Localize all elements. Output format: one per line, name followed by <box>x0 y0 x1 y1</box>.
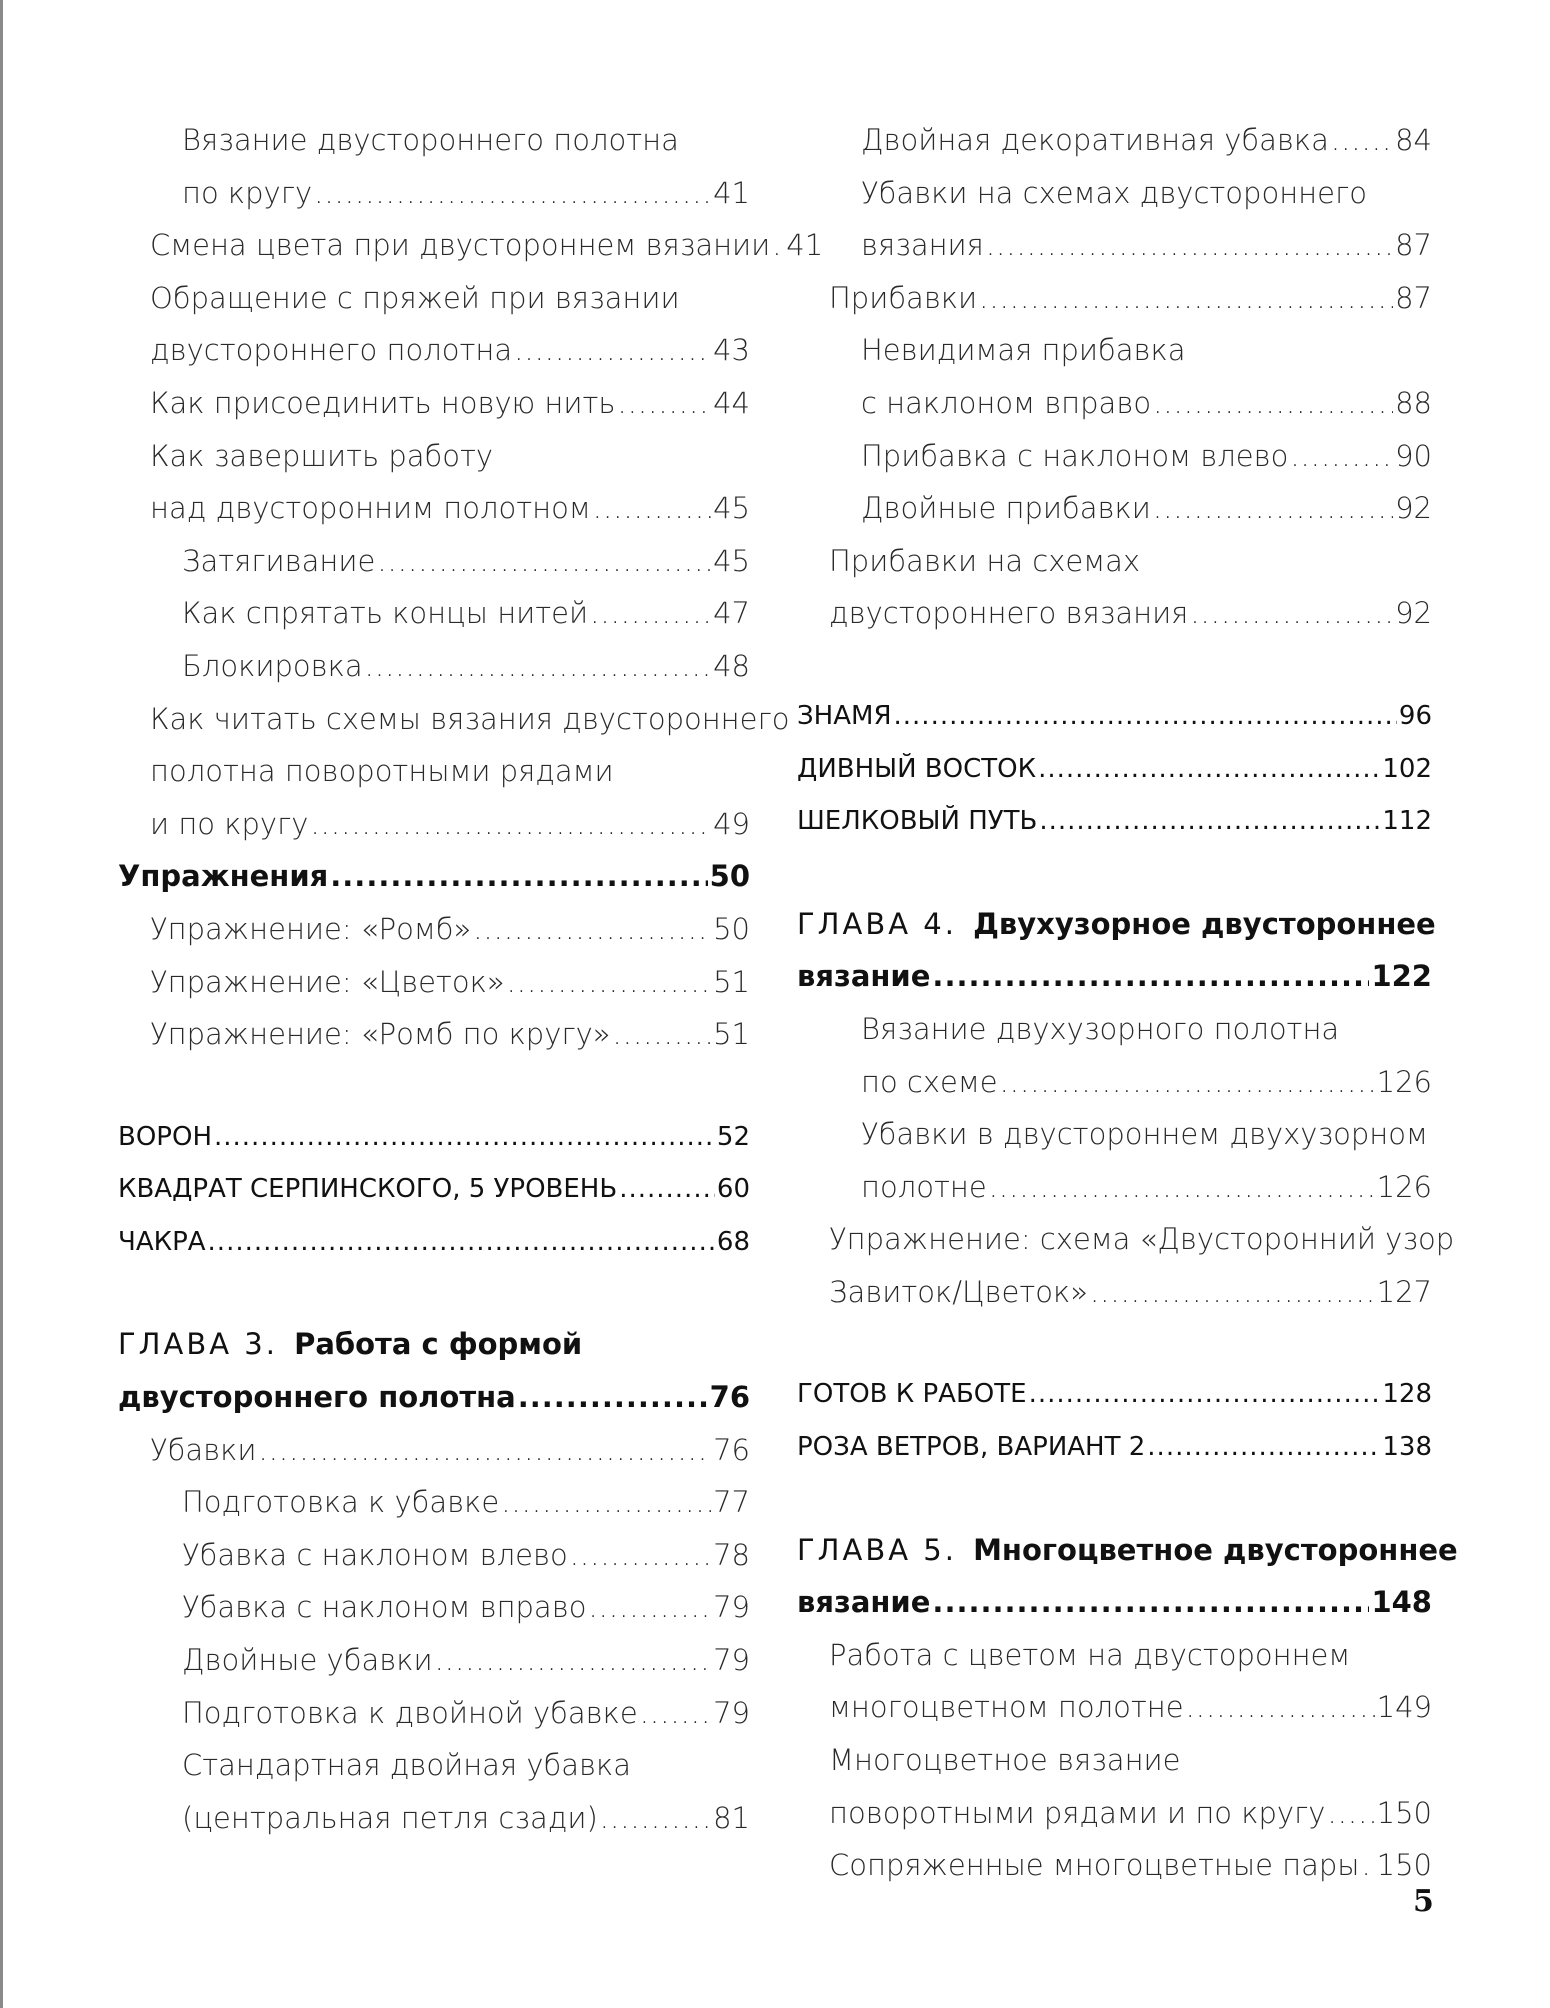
toc-entry-title: ЧАКРА <box>118 1226 206 1257</box>
dot-leader <box>989 1161 1375 1214</box>
toc-entry-page: 79 <box>713 1590 750 1625</box>
toc-entry[interactable] <box>797 1839 1432 1892</box>
toc-section-exercises <box>118 850 750 903</box>
toc-entry-title: Убавка с наклоном вправо <box>182 1590 587 1625</box>
toc-entry-page: 76 <box>709 1380 750 1415</box>
toc-entry-page: 112 <box>1382 806 1432 837</box>
toc-entry-title: вязание <box>797 959 931 994</box>
toc-entry-page: 51 <box>713 964 750 999</box>
toc-entry-text: Упражнение: схема «Двусторонний узор <box>829 1222 1455 1257</box>
toc-entry-title: Упражнение: «Цветок» <box>150 964 505 999</box>
toc-entry-title: Завиток/Цветок» <box>829 1274 1088 1309</box>
toc-project-list <box>797 1368 1432 1473</box>
toc-entry-page: 149 <box>1376 1690 1432 1725</box>
toc-entry-text: Невидимая прибавка <box>861 333 1186 368</box>
dot-leader <box>1361 1839 1374 1892</box>
toc-entry[interactable] <box>118 587 750 640</box>
toc-entry[interactable] <box>797 482 1432 535</box>
toc-entry-page: 79 <box>713 1695 750 1730</box>
toc-entry-text: Работа с цветом на двустороннем <box>829 1637 1351 1672</box>
toc-entry-title: многоцветном полотне <box>829 1690 1184 1725</box>
dot-leader <box>1153 377 1393 430</box>
dot-leader <box>640 1687 711 1740</box>
toc-entry-title: РОЗА ВЕТРОВ, ВАРИАНТ 2 <box>797 1432 1146 1463</box>
dot-leader <box>501 1476 711 1529</box>
toc-chapter-4-items <box>797 1003 1455 1319</box>
toc-entry[interactable] <box>118 1687 750 1740</box>
dot-leader <box>1000 1056 1375 1109</box>
dot-leader <box>1331 114 1393 167</box>
toc-entry-title: с наклоном вправо <box>861 385 1152 420</box>
toc-entry-title: Упражнение: «Ромб» <box>150 911 472 946</box>
dot-leader <box>1038 743 1380 796</box>
toc-entry-text: Как завершить работу <box>150 438 494 473</box>
toc-entry-page: 92 <box>1395 596 1432 631</box>
chapter-label: ГЛАВА 3. <box>118 1327 278 1362</box>
toc-entry[interactable] <box>118 903 750 956</box>
toc-entry[interactable] <box>118 377 750 430</box>
toc-entry-title: Двойная декоративная убавка <box>861 123 1329 157</box>
toc-entry-title: Двойные убавки <box>182 1643 433 1678</box>
toc-project-entry[interactable] <box>797 690 1432 743</box>
toc-entry-title: по кругу <box>182 175 313 210</box>
dot-leader <box>593 482 711 535</box>
toc-entry-page: 47 <box>713 596 750 631</box>
toc-entry-title: Как спрятать концы нитей <box>182 596 589 631</box>
toc-chapter-entry[interactable] <box>118 1371 750 1424</box>
toc-entry-title: Как присоединить новую нить <box>150 385 616 420</box>
page-edge <box>0 0 3 2008</box>
dot-leader <box>1190 587 1393 640</box>
toc-column-right <box>797 114 1458 1892</box>
toc-entry-title: двустороннего полотна <box>118 1380 516 1415</box>
dot-leader <box>986 219 1393 272</box>
toc-entry-page: 90 <box>1395 438 1432 473</box>
toc-entry-title: по схеме <box>861 1064 998 1099</box>
toc-entry-title: поворотными рядами и по кругу <box>829 1795 1326 1830</box>
toc-entry-page: 60 <box>716 1174 750 1205</box>
toc-entry-page: 102 <box>1382 753 1432 784</box>
toc-entry[interactable] <box>118 482 750 535</box>
toc-entry[interactable] <box>118 798 750 851</box>
dot-leader <box>208 1216 715 1269</box>
dot-leader <box>330 850 707 903</box>
toc-entry-title: Подготовка к двойной убавке <box>182 1695 638 1730</box>
toc-entry-page: 87 <box>1395 280 1432 315</box>
dot-leader <box>1290 430 1393 483</box>
toc-entry-page: 45 <box>713 491 750 526</box>
toc-entry[interactable] <box>118 1529 750 1582</box>
toc-entry-title: Затягивание <box>182 543 376 578</box>
toc-entry-page: 150 <box>1376 1795 1432 1830</box>
toc-project-list <box>118 1111 750 1269</box>
toc-chapter-5 <box>797 1524 1458 1629</box>
toc-entry-page: 77 <box>713 1485 750 1520</box>
toc-entry[interactable] <box>797 377 1432 430</box>
toc-entry-page: 51 <box>713 1017 750 1052</box>
toc-entry-title: вязания <box>861 228 984 263</box>
chapter-label: ГЛАВА 5. <box>797 1532 957 1567</box>
toc-chapter-3-items <box>118 1424 750 1845</box>
toc-entry-title: Двойные прибавки <box>861 491 1151 526</box>
toc-entry[interactable] <box>118 1792 750 1845</box>
toc-entry[interactable] <box>797 1161 1432 1214</box>
chapter-title: Многоцветное двустороннее <box>973 1532 1458 1567</box>
toc-column-left <box>118 114 824 1844</box>
dot-leader <box>618 377 712 430</box>
dot-leader <box>518 1371 708 1424</box>
toc-entry-title: двустороннего вязания <box>829 596 1189 631</box>
toc-entry-text: Многоцветное вязание <box>829 1743 1181 1778</box>
toc-entry-page: 92 <box>1395 491 1432 526</box>
dot-leader <box>619 1163 715 1216</box>
toc-project-entry[interactable] <box>118 1216 750 1269</box>
toc-entry-text: Вязание двустороннего полотна <box>182 123 679 157</box>
toc-entry-page: 148 <box>1371 1585 1432 1620</box>
toc-entry-page: 50 <box>713 911 750 946</box>
dot-leader <box>1153 482 1393 535</box>
toc-entry-text: Убавки в двустороннем двухузорном <box>861 1117 1428 1152</box>
toc-entry-page: 43 <box>713 333 750 368</box>
toc-entry-title: Упражнение: «Ромб по кругу» <box>150 1017 611 1052</box>
toc-entry-page: 81 <box>713 1800 750 1835</box>
toc-entry-page: 150 <box>1376 1848 1432 1883</box>
toc-entry-text: Как читать схемы вязания двустороннего <box>150 701 790 736</box>
toc-project-entry[interactable] <box>797 795 1432 848</box>
toc-entry-page: 41 <box>713 175 750 210</box>
toc-entry[interactable] <box>118 1581 750 1634</box>
toc-entry[interactable] <box>797 1056 1432 1109</box>
toc-entry-page: 88 <box>1395 385 1432 420</box>
toc-entry-page: 68 <box>716 1226 750 1257</box>
toc-entry[interactable] <box>118 219 824 272</box>
dot-leader <box>1039 795 1380 848</box>
toc-entry-page: 50 <box>709 859 750 894</box>
toc-entry-page: 44 <box>713 385 750 420</box>
dot-leader <box>590 587 711 640</box>
dot-leader <box>514 324 711 377</box>
toc-entry[interactable] <box>118 1008 750 1061</box>
toc-entry[interactable] <box>797 430 1432 483</box>
toc-entry[interactable] <box>118 956 750 1009</box>
toc-entry-text: Вязание двухузорного полотна <box>861 1011 1340 1046</box>
toc-project-entry[interactable] <box>797 743 1432 796</box>
toc-entry-page: 87 <box>1395 228 1432 263</box>
dot-leader <box>377 535 711 588</box>
toc-entry-page: 128 <box>1382 1379 1432 1410</box>
page-number: 5 <box>1413 1884 1434 1919</box>
toc-project-entry[interactable] <box>118 1111 750 1164</box>
toc-entry-title: ДИВНЫЙ ВОСТОК <box>797 753 1037 784</box>
dot-leader <box>507 956 712 1009</box>
toc-entry-page: 48 <box>713 648 750 683</box>
chapter-heading <box>118 1318 750 1371</box>
toc-exercise-list <box>118 903 750 1061</box>
dot-leader <box>259 1424 712 1477</box>
dot-leader <box>1147 1421 1380 1474</box>
dot-leader <box>772 219 784 272</box>
dot-leader <box>365 640 711 693</box>
toc-entry[interactable] <box>118 1634 750 1687</box>
toc-entry-page: 96 <box>1398 700 1432 731</box>
toc-chapter-entry[interactable] <box>797 1576 1432 1629</box>
dot-leader <box>600 1792 711 1845</box>
toc-entry-title: двустороннего полотна <box>150 333 513 368</box>
toc-block-right-1 <box>797 114 1432 640</box>
dot-leader <box>310 798 711 851</box>
toc-block-1 <box>118 114 824 850</box>
chapter-heading <box>797 1524 1458 1577</box>
dot-leader <box>1090 1266 1375 1319</box>
toc-entry[interactable] <box>118 1476 750 1529</box>
chapter-label: ГЛАВА 4. <box>797 906 957 941</box>
dot-leader <box>473 903 711 956</box>
toc-entry[interactable] <box>118 535 750 588</box>
toc-entry[interactable] <box>797 272 1432 325</box>
toc-entry-title: Прибавка с наклоном влево <box>861 438 1289 473</box>
toc-entry-page: 79 <box>713 1643 750 1678</box>
toc-entry-page: 41 <box>786 228 824 263</box>
toc-entry[interactable] <box>797 587 1432 640</box>
toc-entry-page: 76 <box>713 1432 750 1467</box>
toc-entry[interactable] <box>797 1681 1432 1734</box>
dot-leader <box>1186 1681 1375 1734</box>
toc-entry-text: Обращение с пряжей при вязании <box>150 280 680 315</box>
dot-leader <box>979 272 1393 325</box>
dot-leader <box>570 1529 711 1582</box>
toc-entry-page: 52 <box>716 1121 750 1152</box>
toc-entry-title: Сопряженные многоцветные пары <box>829 1848 1360 1883</box>
toc-entry-page: 126 <box>1376 1064 1432 1099</box>
toc-entry-title: Убавка с наклоном влево <box>182 1537 568 1572</box>
toc-entry[interactable] <box>118 640 750 693</box>
toc-entry-text: Стандартная двойная убавка <box>182 1748 631 1783</box>
chapter-heading <box>797 898 1436 951</box>
dot-leader <box>314 167 711 220</box>
toc-entry-title: Смена цвета при двустороннем вязании <box>150 228 771 263</box>
toc-chapter-3 <box>118 1318 750 1423</box>
dot-leader <box>894 690 1397 743</box>
toc-project-entry[interactable] <box>118 1163 750 1216</box>
toc-entry[interactable] <box>118 1424 750 1477</box>
toc-entry-page: 78 <box>713 1537 750 1572</box>
toc-entry-page: 126 <box>1376 1169 1432 1204</box>
toc-chapter-4 <box>797 898 1436 1003</box>
dot-leader <box>214 1111 715 1164</box>
toc-entry-title: Упражнения <box>118 859 329 894</box>
dot-leader <box>932 950 1369 1003</box>
toc-chapter-5-items <box>797 1629 1432 1892</box>
toc-entry-page: 84 <box>1395 123 1432 157</box>
toc-entry-title: (центральная петля сзади) <box>182 1800 598 1835</box>
toc-entry-page: 45 <box>713 543 750 578</box>
toc-project-entry[interactable] <box>797 1421 1432 1474</box>
dot-leader <box>1327 1787 1374 1840</box>
toc-entry[interactable] <box>797 1787 1432 1840</box>
toc-entry[interactable] <box>797 219 1432 272</box>
toc-entry-title: вязание <box>797 1585 931 1620</box>
toc-entry-text: полотна поворотными рядами <box>150 754 614 789</box>
toc-entry-page: 49 <box>713 806 750 841</box>
toc-entry-title: Блокировка <box>182 648 363 683</box>
dot-leader <box>588 1581 711 1634</box>
toc-project-entry[interactable] <box>797 1368 1432 1421</box>
chapter-title: Работа с формой <box>294 1327 583 1362</box>
dot-leader <box>613 1008 712 1061</box>
toc-entry-page: 122 <box>1371 959 1432 994</box>
dot-leader <box>932 1576 1369 1629</box>
toc-entry-title: и по кругу <box>150 806 309 841</box>
toc-entry-title: Подготовка к убавке <box>182 1485 500 1520</box>
toc-entry[interactable] <box>118 167 750 220</box>
dot-leader <box>1029 1368 1381 1421</box>
toc-entry-title: ЗНАМЯ <box>797 700 892 731</box>
toc-entry-title: ШЕЛКОВЫЙ ПУТЬ <box>797 806 1038 837</box>
toc-entry-text: Убавки на схемах двустороннего <box>861 175 1367 210</box>
toc-entry-title: КВАДРАТ СЕРПИНСКОГО, 5 УРОВЕНЬ <box>118 1174 618 1205</box>
toc-entry-text: Прибавки на схемах <box>829 543 1141 578</box>
dot-leader <box>435 1634 712 1687</box>
toc-entry-title: над двусторонним полотном <box>150 491 591 526</box>
toc-entry[interactable] <box>118 324 750 377</box>
toc-section-heading[interactable] <box>118 850 750 903</box>
toc-entry-title: полотне <box>861 1169 987 1204</box>
toc-entry-page: 127 <box>1376 1274 1432 1309</box>
toc-chapter-entry[interactable] <box>797 950 1432 1003</box>
toc-entry-title: Прибавки <box>829 280 978 315</box>
chapter-title: Двухузорное двустороннее <box>973 906 1436 941</box>
toc-entry-title: ГОТОВ К РАБОТЕ <box>797 1379 1027 1410</box>
toc-entry[interactable] <box>797 1266 1432 1319</box>
toc-entry-page: 138 <box>1382 1432 1432 1463</box>
toc-entry-title: Убавки <box>150 1432 257 1467</box>
toc-project-list <box>797 690 1432 848</box>
toc-entry-title: ВОРОН <box>118 1121 212 1152</box>
toc-entry[interactable] <box>797 114 1432 167</box>
